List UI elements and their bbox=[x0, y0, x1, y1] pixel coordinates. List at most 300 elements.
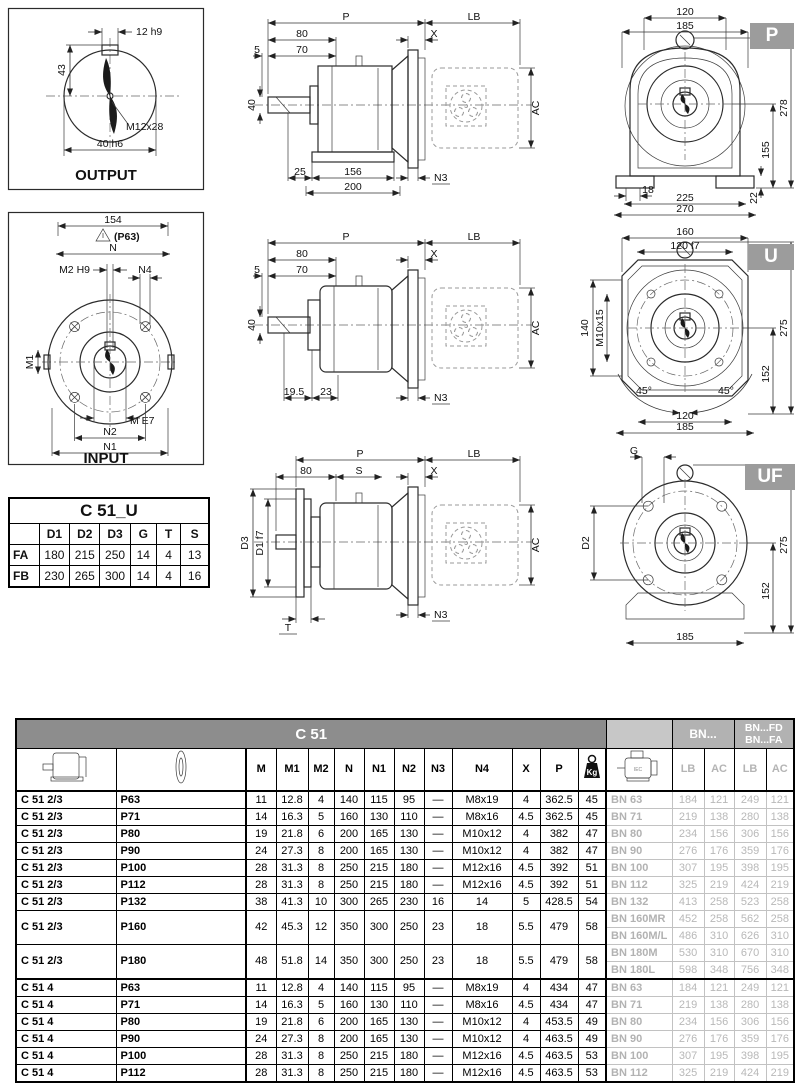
table-row bbox=[16, 1065, 794, 1083]
dim-label: 155 bbox=[760, 141, 772, 159]
dim-value-cell: 11 bbox=[246, 791, 276, 809]
dim-label: 185 bbox=[676, 20, 694, 32]
motor-size-cell: P112 bbox=[116, 1065, 246, 1083]
dim-value-cell: 53 bbox=[578, 1048, 606, 1065]
series-title: C 51 bbox=[16, 719, 606, 749]
dim-value-cell: 250 bbox=[334, 1048, 364, 1065]
dim-value-cell: — bbox=[424, 791, 452, 809]
dim-value-cell: 8 bbox=[308, 1031, 334, 1048]
dim-value-cell: 8 bbox=[308, 1065, 334, 1083]
cell: 13 bbox=[181, 545, 209, 566]
side-view-uf bbox=[239, 448, 542, 634]
motor-dim-cell: 234 bbox=[672, 826, 704, 843]
dim-value-cell: 58 bbox=[578, 911, 606, 945]
motor-name-cell: BN 80 bbox=[606, 1014, 672, 1031]
dim-value-cell: 51 bbox=[578, 877, 606, 894]
column-header-row bbox=[16, 749, 794, 792]
col-header: G bbox=[130, 524, 156, 545]
cell: 265 bbox=[70, 566, 100, 588]
dim-value-cell: 28 bbox=[246, 860, 276, 877]
table-row bbox=[16, 1014, 794, 1031]
dim-value-cell: 27.3 bbox=[276, 843, 308, 860]
dim-value-cell: M12x16 bbox=[452, 1065, 512, 1083]
dim-label: 154 bbox=[104, 214, 122, 226]
dim-value-cell: 4 bbox=[512, 843, 540, 860]
motor-dim-cell: 195 bbox=[704, 860, 734, 877]
motor-dim-cell: 156 bbox=[704, 826, 734, 843]
motor-dim-cell: 234 bbox=[672, 1014, 704, 1031]
dim-label: 140 bbox=[579, 319, 591, 337]
dim-value-cell: 200 bbox=[334, 843, 364, 860]
motor-dim-cell: 121 bbox=[704, 979, 734, 997]
motor-dim-cell: 325 bbox=[672, 1065, 704, 1083]
dim-label: 40 bbox=[246, 99, 258, 111]
dim-value-cell: M8x19 bbox=[452, 979, 512, 997]
gearbox-icon bbox=[40, 749, 92, 785]
motor-dim-cell: 219 bbox=[672, 809, 704, 826]
motor-dim-cell: 176 bbox=[704, 843, 734, 860]
dim-label: 70 bbox=[296, 44, 308, 56]
dim-value-cell: 19 bbox=[246, 1014, 276, 1031]
dim-value-cell: 54 bbox=[578, 894, 606, 911]
motor-dim-cell: 310 bbox=[704, 945, 734, 962]
dim-value-cell: M8x16 bbox=[452, 809, 512, 826]
dim-label: AC bbox=[530, 100, 542, 116]
motor-name-cell: BN 112 bbox=[606, 877, 672, 894]
gearbox-model-cell: C 51 4 bbox=[16, 1031, 116, 1048]
cell: 250 bbox=[100, 545, 130, 566]
dim-label: 80 bbox=[300, 465, 312, 477]
motor-name-cell: BN 71 bbox=[606, 997, 672, 1014]
table-row bbox=[16, 809, 794, 826]
col-header-p: P bbox=[540, 749, 578, 792]
col-header: T bbox=[156, 524, 180, 545]
cell: 14 bbox=[130, 566, 156, 588]
motor-size-cell: P71 bbox=[116, 809, 246, 826]
dim-value-cell: 51.8 bbox=[276, 945, 308, 980]
motor-dim-cell: 626 bbox=[734, 928, 766, 945]
motor-name-cell: BN 90 bbox=[606, 843, 672, 860]
col-header: D3 bbox=[100, 524, 130, 545]
table-row bbox=[16, 1031, 794, 1048]
dim-value-cell: M12x16 bbox=[452, 877, 512, 894]
dim-value-cell: 48 bbox=[246, 945, 276, 980]
dim-label: 40 h6 bbox=[96, 138, 124, 150]
motor-size-cell: P80 bbox=[116, 1014, 246, 1031]
col-header-m2: M2 bbox=[308, 749, 334, 792]
motor-dim-cell: 598 bbox=[672, 962, 704, 980]
dim-value-cell: 4.5 bbox=[512, 877, 540, 894]
motor-dim-cell: 121 bbox=[704, 791, 734, 809]
motor-dim-cell: 219 bbox=[672, 997, 704, 1014]
motor-dim-cell: 176 bbox=[766, 843, 794, 860]
motor-dim-cell: 195 bbox=[766, 1048, 794, 1065]
dim-value-cell: — bbox=[424, 1031, 452, 1048]
motor-dim-cell: 310 bbox=[766, 945, 794, 962]
dim-value-cell: M10x12 bbox=[452, 1014, 512, 1031]
dim-label: 45° bbox=[636, 385, 652, 397]
dim-label: N3 bbox=[434, 609, 448, 621]
motor-dim-cell: 562 bbox=[734, 911, 766, 928]
motor-dim-cell: 156 bbox=[704, 1014, 734, 1031]
dim-value-cell: 5.5 bbox=[512, 945, 540, 980]
dim-label: 120 bbox=[676, 6, 694, 18]
dim-value-cell: 165 bbox=[364, 843, 394, 860]
motor-dim-cell: 306 bbox=[734, 826, 766, 843]
dim-value-cell: 180 bbox=[394, 877, 424, 894]
dim-value-cell: 8 bbox=[308, 877, 334, 894]
dim-label: 120 f7 bbox=[670, 240, 700, 252]
motor-name-cell: BN 100 bbox=[606, 1048, 672, 1065]
dim-label: 275 bbox=[778, 319, 790, 337]
dim-value-cell: 31.3 bbox=[276, 1065, 308, 1083]
motor-dim-cell: 138 bbox=[766, 809, 794, 826]
motor-dim-cell: 156 bbox=[766, 1014, 794, 1031]
dim-value-cell: 160 bbox=[334, 809, 364, 826]
motor-dim-cell: 424 bbox=[734, 877, 766, 894]
cell: 180 bbox=[39, 545, 69, 566]
motor-name-cell: BN 112 bbox=[606, 1065, 672, 1083]
dim-value-cell: 130 bbox=[394, 1031, 424, 1048]
dim-value-cell: 215 bbox=[364, 877, 394, 894]
dim-label: G bbox=[629, 445, 639, 457]
motor-dim-cell: 258 bbox=[704, 894, 734, 911]
dim-label: 18 bbox=[642, 184, 654, 196]
dim-label: X bbox=[430, 465, 438, 477]
dim-label: D1 f7 bbox=[254, 530, 266, 556]
dim-label: M2 H9 bbox=[59, 264, 90, 276]
dim-label: N bbox=[109, 242, 117, 254]
motor-header-spacer bbox=[606, 719, 672, 749]
dim-label: M1 bbox=[24, 354, 36, 370]
motor-name-cell: BN 80 bbox=[606, 826, 672, 843]
motor-size-cell: P100 bbox=[116, 860, 246, 877]
cell: 4 bbox=[156, 566, 180, 588]
motor-name-cell: BN 132 bbox=[606, 894, 672, 911]
motor-dim-cell: 325 bbox=[672, 877, 704, 894]
dim-value-cell: 140 bbox=[334, 979, 364, 997]
dim-label: X bbox=[430, 28, 438, 40]
dim-value-cell: 21.8 bbox=[276, 1014, 308, 1031]
dim-value-cell: 31.3 bbox=[276, 860, 308, 877]
dim-value-cell: 350 bbox=[334, 945, 364, 980]
motor-dim-cell: 258 bbox=[766, 911, 794, 928]
dim-value-cell: 115 bbox=[364, 791, 394, 809]
dim-value-cell: 4 bbox=[308, 791, 334, 809]
dim-value-cell: — bbox=[424, 1048, 452, 1065]
dim-label: N2 bbox=[103, 426, 117, 438]
view-badge-u: U bbox=[748, 244, 794, 270]
dim-value-cell: 110 bbox=[394, 809, 424, 826]
dim-value-cell: 5 bbox=[308, 809, 334, 826]
col-header: D2 bbox=[70, 524, 100, 545]
small-table-title: C 51_U bbox=[9, 498, 209, 524]
motor-dim-cell: 359 bbox=[734, 843, 766, 860]
dim-value-cell: 24 bbox=[246, 1031, 276, 1048]
dim-value-cell: 165 bbox=[364, 826, 394, 843]
dim-value-cell: 41.3 bbox=[276, 894, 308, 911]
motor-size-cell: P100 bbox=[116, 1048, 246, 1065]
dim-value-cell: 4 bbox=[512, 1014, 540, 1031]
table-row bbox=[16, 877, 794, 894]
dim-value-cell: 21.8 bbox=[276, 826, 308, 843]
input-flange-drawing bbox=[9, 213, 204, 468]
dim-value-cell: 140 bbox=[334, 791, 364, 809]
dim-value-cell: 165 bbox=[364, 1031, 394, 1048]
col-header-n1: N1 bbox=[364, 749, 394, 792]
dim-label: (P63) bbox=[114, 231, 140, 243]
motor-dim-cell: 276 bbox=[672, 1031, 704, 1048]
table-row bbox=[16, 945, 794, 962]
dim-value-cell: 130 bbox=[394, 843, 424, 860]
dim-value-cell: 382 bbox=[540, 826, 578, 843]
dim-label: M E7 bbox=[130, 415, 155, 427]
motor-dim-cell: 249 bbox=[734, 979, 766, 997]
gearbox-model-cell: C 51 2/3 bbox=[16, 791, 116, 809]
small-table-corner bbox=[9, 524, 39, 545]
motor-dim-cell: 258 bbox=[766, 894, 794, 911]
dim-value-cell: 49 bbox=[578, 1014, 606, 1031]
dim-value-cell: 4.5 bbox=[512, 1065, 540, 1083]
table-title-row bbox=[16, 719, 794, 749]
dim-value-cell: 45 bbox=[578, 791, 606, 809]
gearbox-model-cell: C 51 2/3 bbox=[16, 843, 116, 860]
dim-label: X bbox=[430, 248, 438, 260]
gearbox-model-cell: C 51 4 bbox=[16, 1065, 116, 1083]
dim-label: 80 bbox=[296, 248, 308, 260]
dim-value-cell: 10 bbox=[308, 894, 334, 911]
dim-value-cell: 51 bbox=[578, 860, 606, 877]
dim-value-cell: 250 bbox=[334, 877, 364, 894]
gearbox-model-cell: C 51 2/3 bbox=[16, 877, 116, 894]
dim-value-cell: 428.5 bbox=[540, 894, 578, 911]
dim-value-cell: 16 bbox=[424, 894, 452, 911]
dim-label: 185 bbox=[676, 421, 694, 433]
cell: 4 bbox=[156, 545, 180, 566]
motor-size-cell: P180 bbox=[116, 945, 246, 980]
gearbox-model-cell: C 51 2/3 bbox=[16, 809, 116, 826]
dim-value-cell: — bbox=[424, 809, 452, 826]
motor-dim-cell: 156 bbox=[766, 826, 794, 843]
dim-value-cell: 4 bbox=[512, 791, 540, 809]
row-label: FA bbox=[9, 545, 39, 566]
motor-name-cell: BN 160MR bbox=[606, 911, 672, 928]
dim-value-cell: 6 bbox=[308, 826, 334, 843]
dim-value-cell: 200 bbox=[334, 1031, 364, 1048]
dim-value-cell: 215 bbox=[364, 1065, 394, 1083]
col-header-n3: N3 bbox=[424, 749, 452, 792]
dim-value-cell: 130 bbox=[394, 1014, 424, 1031]
dim-value-cell: 4 bbox=[512, 979, 540, 997]
motor-dim-cell: 184 bbox=[672, 979, 704, 997]
dim-value-cell: 362.5 bbox=[540, 809, 578, 826]
motor-dim-cell: 219 bbox=[766, 1065, 794, 1083]
dim-value-cell: 110 bbox=[394, 997, 424, 1014]
dim-value-cell: 11 bbox=[246, 979, 276, 997]
motor-dim-cell: 219 bbox=[704, 1065, 734, 1083]
motor-dim-cell: 424 bbox=[734, 1065, 766, 1083]
sub-header-ac2: AC bbox=[766, 749, 794, 792]
dim-value-cell: 200 bbox=[334, 826, 364, 843]
motor-dim-cell: 280 bbox=[734, 997, 766, 1014]
side-view-u bbox=[246, 231, 542, 404]
kg-label: Kg bbox=[586, 768, 598, 777]
col-header: S bbox=[181, 524, 209, 545]
dim-value-cell: 45.3 bbox=[276, 911, 308, 945]
dim-label: N3 bbox=[434, 392, 448, 404]
view-badge-uf: UF bbox=[745, 464, 795, 490]
gearbox-model-cell: C 51 4 bbox=[16, 997, 116, 1014]
gearbox-icon-cell bbox=[16, 749, 116, 792]
dim-value-cell: 12.8 bbox=[276, 791, 308, 809]
dim-label: 156 bbox=[344, 166, 362, 178]
dim-value-cell: 382 bbox=[540, 843, 578, 860]
flange-icon bbox=[170, 749, 192, 785]
motor-dim-cell: 452 bbox=[672, 911, 704, 928]
dim-value-cell: 23 bbox=[424, 911, 452, 945]
dim-value-cell: 19 bbox=[246, 826, 276, 843]
dim-value-cell: 200 bbox=[334, 1014, 364, 1031]
dim-value-cell: 250 bbox=[394, 945, 424, 980]
motor-dim-cell: 184 bbox=[672, 791, 704, 809]
dim-value-cell: 6 bbox=[308, 1014, 334, 1031]
main-dimension-table bbox=[15, 718, 795, 1083]
dim-value-cell: 4.5 bbox=[512, 860, 540, 877]
dim-value-cell: 4 bbox=[512, 826, 540, 843]
motor-dim-cell: 398 bbox=[734, 860, 766, 877]
dim-label: 80 bbox=[296, 28, 308, 40]
dim-value-cell: 47 bbox=[578, 843, 606, 860]
dim-value-cell: 130 bbox=[364, 997, 394, 1014]
motor-dim-cell: 138 bbox=[704, 809, 734, 826]
bn-header: BN... bbox=[672, 719, 734, 749]
dim-value-cell: 47 bbox=[578, 997, 606, 1014]
dim-value-cell: 300 bbox=[364, 945, 394, 980]
row-label: FB bbox=[9, 566, 39, 588]
dim-label: D3 bbox=[239, 536, 251, 550]
gearbox-model-cell: C 51 2/3 bbox=[16, 826, 116, 843]
motor-dim-cell: 219 bbox=[766, 877, 794, 894]
table-row bbox=[16, 826, 794, 843]
dim-label: P bbox=[356, 448, 364, 460]
motor-size-cell: P112 bbox=[116, 877, 246, 894]
dim-value-cell: 463.5 bbox=[540, 1031, 578, 1048]
cell: 14 bbox=[130, 545, 156, 566]
motor-dim-cell: 348 bbox=[704, 962, 734, 980]
gearbox-model-cell: C 51 4 bbox=[16, 979, 116, 997]
table-row bbox=[16, 911, 794, 928]
motor-dim-cell: 138 bbox=[766, 997, 794, 1014]
dim-label: T bbox=[284, 622, 292, 634]
dim-value-cell: 4.5 bbox=[512, 809, 540, 826]
dim-value-cell: — bbox=[424, 877, 452, 894]
dim-value-cell: 250 bbox=[334, 1065, 364, 1083]
motor-name-cell: BN 180M bbox=[606, 945, 672, 962]
dim-value-cell: 8 bbox=[308, 843, 334, 860]
gearbox-model-cell: C 51 2/3 bbox=[16, 860, 116, 877]
output-title: OUTPUT bbox=[75, 167, 137, 184]
dim-value-cell: 230 bbox=[394, 894, 424, 911]
dim-value-cell: 453.5 bbox=[540, 1014, 578, 1031]
dim-label: N4 bbox=[138, 264, 152, 276]
motor-dim-cell: 138 bbox=[704, 997, 734, 1014]
dim-value-cell: 16.3 bbox=[276, 997, 308, 1014]
bnfa-line: BN...FA bbox=[745, 734, 783, 746]
dim-label: 275 bbox=[778, 536, 790, 554]
dim-label: 43 bbox=[56, 64, 68, 76]
table-row bbox=[16, 997, 794, 1014]
dim-value-cell: 18 bbox=[452, 911, 512, 945]
motor-dim-cell: 306 bbox=[734, 1014, 766, 1031]
motor-size-cell: P63 bbox=[116, 979, 246, 997]
dim-value-cell: 392 bbox=[540, 860, 578, 877]
dim-value-cell: 4.5 bbox=[512, 1048, 540, 1065]
dim-value-cell: 4.5 bbox=[512, 997, 540, 1014]
bnfd-bnfa-header bbox=[734, 719, 794, 749]
table-row bbox=[16, 894, 794, 911]
motor-dim-cell: 176 bbox=[766, 1031, 794, 1048]
gearbox-model-cell: C 51 2/3 bbox=[16, 945, 116, 980]
dim-label: P bbox=[342, 231, 350, 243]
sub-header-lb2: LB bbox=[734, 749, 766, 792]
main-table-body bbox=[16, 791, 794, 1082]
dim-value-cell: M8x19 bbox=[452, 791, 512, 809]
dim-label: LB bbox=[467, 448, 481, 460]
dim-value-cell: 165 bbox=[364, 1014, 394, 1031]
dim-value-cell: 479 bbox=[540, 911, 578, 945]
dim-value-cell: 47 bbox=[578, 826, 606, 843]
motor-dim-cell: 398 bbox=[734, 1048, 766, 1065]
table-row bbox=[16, 791, 794, 809]
motor-icon bbox=[615, 749, 663, 785]
dim-label: N1 bbox=[103, 441, 117, 453]
dim-label: 225 bbox=[676, 192, 694, 204]
dim-label: M12x28 bbox=[126, 121, 164, 133]
dim-value-cell: 27.3 bbox=[276, 1031, 308, 1048]
sub-header-lb: LB bbox=[672, 749, 704, 792]
motor-name-cell: BN 63 bbox=[606, 791, 672, 809]
motor-name-cell: BN 90 bbox=[606, 1031, 672, 1048]
side-view-p bbox=[246, 11, 542, 196]
cell: 300 bbox=[100, 566, 130, 588]
dim-value-cell: 14 bbox=[246, 809, 276, 826]
motor-size-cell: P63 bbox=[116, 791, 246, 809]
dim-label: LB bbox=[467, 11, 481, 23]
col-header: D1 bbox=[39, 524, 69, 545]
dim-value-cell: 4 bbox=[512, 1031, 540, 1048]
dim-value-cell: 392 bbox=[540, 877, 578, 894]
dim-value-cell: 130 bbox=[364, 809, 394, 826]
dim-value-cell: 28 bbox=[246, 877, 276, 894]
flange-icon-cell bbox=[116, 749, 246, 792]
dim-value-cell: 14 bbox=[246, 997, 276, 1014]
table-row bbox=[16, 1048, 794, 1065]
dim-value-cell: 95 bbox=[394, 791, 424, 809]
dim-value-cell: M8x16 bbox=[452, 997, 512, 1014]
motor-dim-cell: 307 bbox=[672, 860, 704, 877]
gearbox-model-cell: C 51 4 bbox=[16, 1048, 116, 1065]
cell: 215 bbox=[70, 545, 100, 566]
dim-value-cell: 300 bbox=[364, 911, 394, 945]
motor-dim-cell: 121 bbox=[766, 979, 794, 997]
dim-value-cell: 160 bbox=[334, 997, 364, 1014]
dim-label: 12 h9 bbox=[136, 26, 163, 38]
col-header-m1: M1 bbox=[276, 749, 308, 792]
dim-label: P bbox=[342, 11, 350, 23]
motor-dim-cell: 195 bbox=[704, 1048, 734, 1065]
dim-value-cell: — bbox=[424, 843, 452, 860]
dim-value-cell: 130 bbox=[394, 826, 424, 843]
